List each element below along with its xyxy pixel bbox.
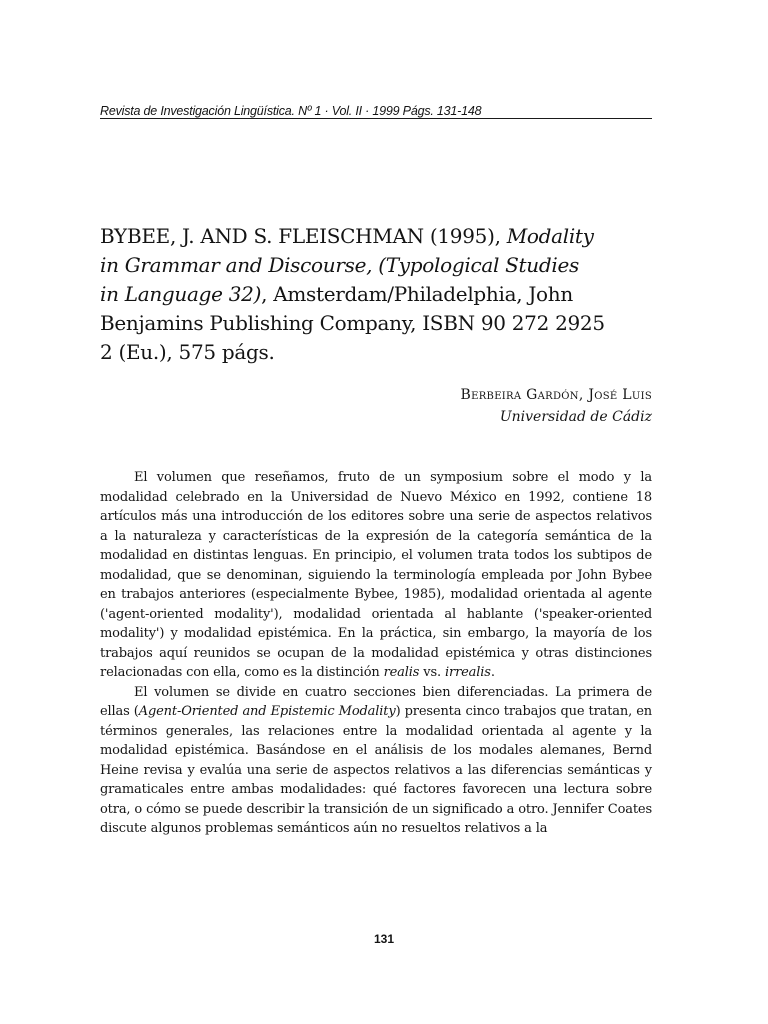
author-name: Berbeira Gardón, José Luis: [460, 387, 652, 403]
title-italic: Modality: [506, 224, 594, 248]
paragraph-1: [100, 468, 652, 683]
title-line-3: [100, 280, 660, 309]
title-line-5: [100, 338, 660, 367]
term-irrealis: irrealis: [445, 665, 491, 680]
title-line-1: [100, 222, 660, 251]
title-line-2: [100, 251, 660, 280]
title-text: Benjamins Publishing Company, ISBN 90 272 2925: [100, 311, 605, 335]
author-block: [461, 384, 652, 428]
title-italic: in Language 32): [100, 282, 262, 306]
title-line-4: [100, 309, 660, 338]
title-text: BYBEE, J. AND S. FLEISCHMAN (1995),: [100, 224, 507, 248]
paragraph-text: El volumen se divide en cuatro secciones bien diferenciadas. La primera de ellas (: [100, 684, 652, 719]
title-text: 2 (Eu.), 575 págs.: [100, 340, 275, 364]
review-title: [100, 222, 660, 367]
review-body: [100, 468, 652, 839]
title-text: , Amsterdam/Philadelphia, John: [261, 282, 573, 306]
paragraph-text: vs.: [419, 665, 445, 680]
section-title: Agent-Oriented and Epistemic Modality: [138, 704, 396, 719]
page-number: 131: [373, 932, 395, 946]
paragraph-text: .: [490, 665, 495, 680]
paragraph-text: El volumen que reseñamos, fruto de un symposium sobre el modo y la modalidad celebrado en la Universidad de Nuevo México en 1992, contiene 18 artículos más una introducción de los editores sobre una serie de aspectos relativos a la naturaleza y características de la expresión de la categoría semántica de la modalidad en distintas lenguas. En principio, el volumen trata todos los subtipos de modalidad, que se denominan, siguiendo la terminología empleada por John Bybee en trabajos anteriores (especialmente Bybee, 1985), modalidad orientada al agente ('agent-oriented modality'), modalidad orientada al hablante ('speaker-oriented modality') y modalidad epistémica. En la práctica, sin embargo, la mayoría de los trabajos aquí reunidos se ocupan de la modalidad epistémica y otras distinciones relacionadas con ella, como es la distinción: [100, 470, 652, 680]
title-italic: in Grammar and Discourse, (Typological Studies: [100, 253, 579, 277]
term-realis: realis: [383, 665, 420, 680]
paragraph-2: [100, 683, 652, 839]
paragraph-text: ) presenta cinco trabajos que tratan, en términos generales, las relaciones entre la modalidad orientada al agente y la modalidad epistémica. Basándose en el análisis de los modales alemanes, Bernd Heine revisa y evalúa una serie de aspectos relativos a las diferencias semánticas y gramaticales entre ambas modalidades: qué factores favorecen una lectura sobre otra, o cómo se puede describir la transición de un significado a otro. Jennifer Coates discute algunos problemas semánticos aún no resueltos relativos a la: [100, 704, 652, 836]
author-institution: Universidad de Cádiz: [499, 409, 652, 425]
running-head: Revista de Investigación Lingüística. Nº 1 · Vol. II · 1999 Págs. 131-148: [100, 104, 652, 119]
